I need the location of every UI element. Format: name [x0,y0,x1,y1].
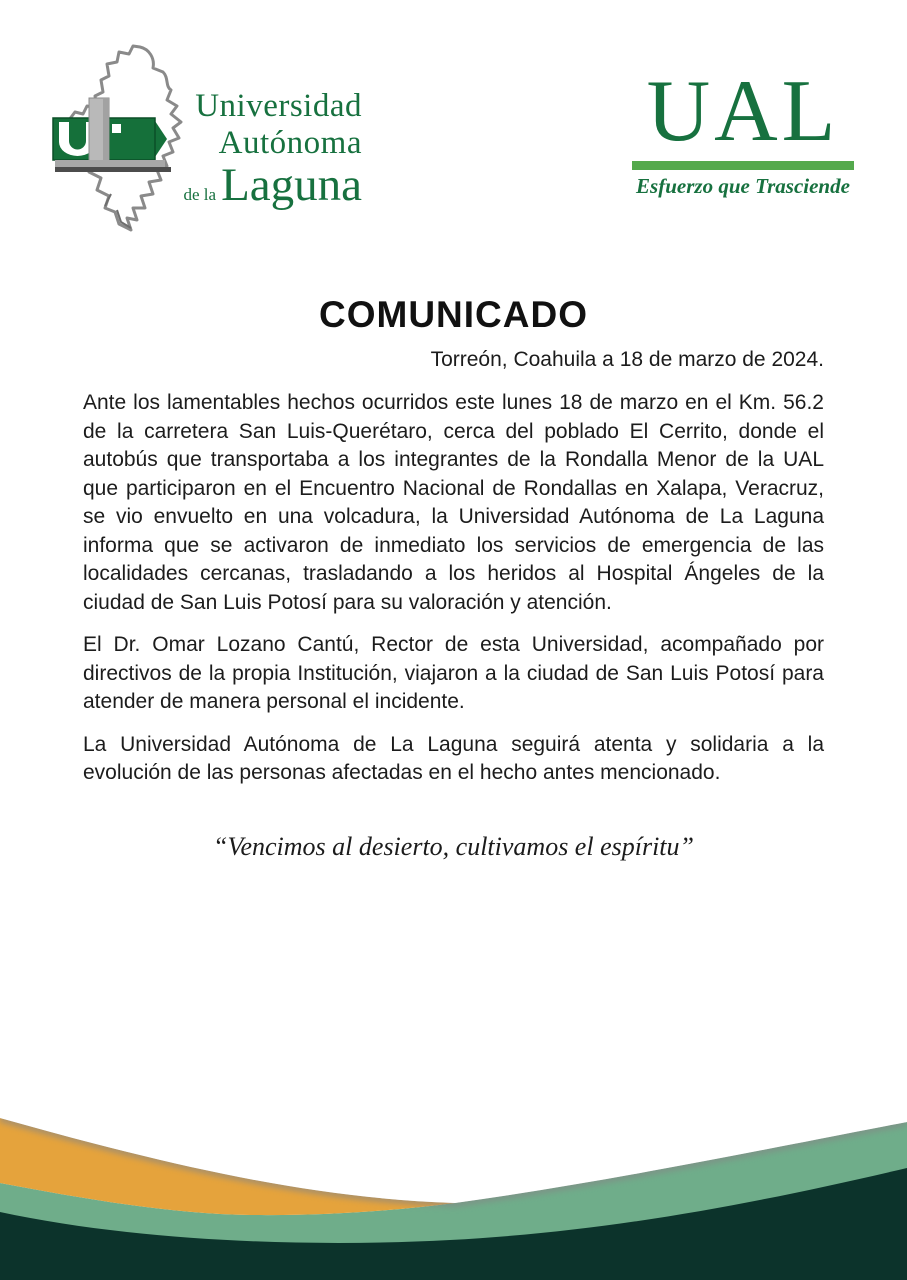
ual-acronym-text: UAL [646,63,840,160]
logo-word-laguna-line [183,159,362,211]
emblem-base-slab [55,160,165,168]
dateline: Torreón, Coahuila a 18 de marzo de 2024. [430,348,824,371]
logo-word-laguna: Laguna [221,159,362,211]
footer-wave-graphic [0,1080,907,1280]
paragraph-2: El Dr. Omar Lozano Cantú, Rector de esta Universidad, acompañado por directivos de la propia Institución, viajaron a la ciudad de San Luis Potosí para atender de manera personal el incidente. [83,633,824,713]
emblem-base-shadow [55,167,171,172]
logo-word-dela: de la [183,185,217,204]
emblem-i-dot [112,124,121,133]
logo-word-autonoma: Autónoma [218,125,362,161]
emblem-column-shade [103,98,109,162]
logo-word-universidad: Universidad [195,88,362,124]
letter-body [83,294,824,862]
ual-slogan: Esfuerzo que Trasciende [636,174,850,198]
paragraph-1: Ante los lamentables hechos ocurridos este lunes 18 de marzo en el Km. 56.2 de la carretera San Luis-Querétaro, cerca del poblado El Cerrito, donde el autobús que transportaba a los integrantes de la Rondalla Menor de la UAL que participaron en el Encuentro Nacional de Rondallas en Xalapa, Veracruz, se vio envuelto en una volcadura, la Universidad Autónoma de La Laguna informa que se activaron de inmediato los servicios de emergencia de las localidades cercanas, trasladando a los heridos al Hospital Ángeles de la ciudad de San Luis Potosí para su valoración y atención. [83,391,824,614]
paragraph-3: La Universidad Autónoma de La Laguna seguirá atenta y solidaria a la evolución de las personas afectadas en el hecho antes mencionado. [83,732,824,784]
ual-acronym-logo [632,64,854,199]
ual-underline-bar [632,161,854,170]
motto-quote: “Vencimos al desierto, cultivamos el espíritu” [213,831,694,861]
page-title: COMUNICADO [319,294,588,335]
university-name-lockup [183,90,362,209]
